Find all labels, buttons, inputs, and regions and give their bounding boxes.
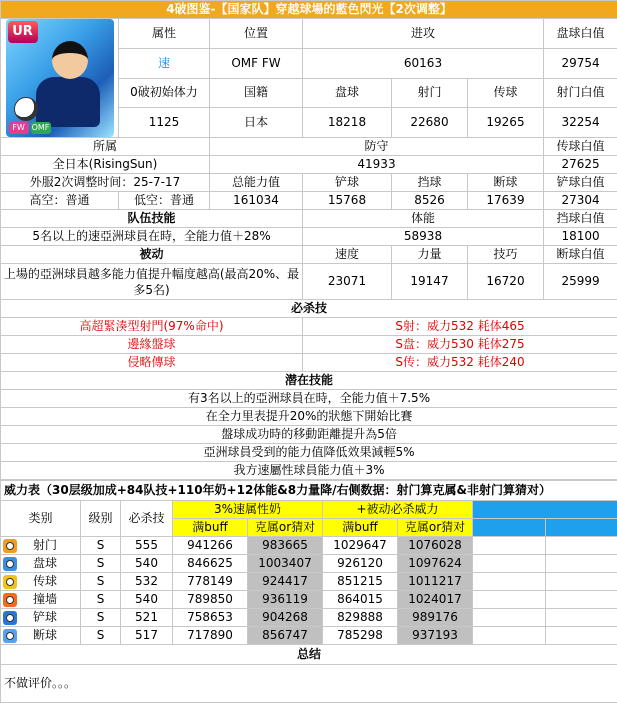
tackle-label: 铲球 (303, 174, 392, 192)
empty-cell (473, 609, 546, 627)
tackle-white-value: 27304 (544, 192, 617, 210)
pass-white-value: 27625 (544, 156, 617, 174)
row-v3: 829888 (323, 609, 398, 627)
row-v4: 989176 (398, 609, 473, 627)
physical-label: 体能 (303, 210, 544, 228)
team-skill-text: 5名以上的速亞洲球員在時，全能力值＋28% (1, 228, 303, 246)
tackle-value: 15768 (303, 192, 392, 210)
defense-value: 41933 (210, 156, 544, 174)
block-white-label: 挡球白值 (544, 210, 617, 228)
physical-value: 58938 (303, 228, 544, 246)
row-v4: 1024017 (398, 591, 473, 609)
row-type: 盘球 (17, 555, 73, 572)
potential-item: 在全力里表提升20%的狀態下開始比賽 (1, 408, 617, 426)
team-value: 全日本(RisingSun) (1, 156, 210, 174)
col-level: 级别 (81, 501, 121, 537)
technique-label: 技巧 (468, 246, 544, 264)
row-power: 555 (121, 537, 173, 555)
row-power: 521 (121, 609, 173, 627)
empty-cell (473, 627, 546, 645)
page-title: 4破图鉴-【国家队】穿越球場的藍色閃光【2次调整】 (1, 1, 617, 19)
table-row (1, 591, 617, 609)
sub-counter: 克属or猜对 (398, 519, 473, 537)
table-row (1, 573, 617, 591)
power-table-title: 威力表（30层级加成+84队技+110年奶+12体能&8力量降/右侧数据：射门算克属&非射门算猜对） (1, 481, 617, 501)
power-table (0, 480, 617, 703)
row-v3: 1029647 (323, 537, 398, 555)
attack-label: 进攻 (303, 19, 544, 49)
empty-cell (473, 591, 546, 609)
row-v2: 1003407 (248, 555, 323, 573)
potential-item: 盤球成功時的移動距離提升為5倍 (1, 426, 617, 444)
row-v1: 778149 (173, 573, 248, 591)
team-label: 所属 (1, 138, 210, 156)
blue-header-cell (473, 501, 617, 519)
special-move-name: 高超緊湊型射門(97%命中) (1, 318, 303, 336)
tackle-icon (3, 611, 17, 625)
row-v3: 851215 (323, 573, 398, 591)
server-adjust-date: 外服2次调整时间：25-7-17 (1, 174, 210, 192)
summary-header: 总结 (1, 645, 617, 665)
player-card-image (6, 19, 114, 137)
row-power: 532 (121, 573, 173, 591)
nation-value: 日本 (210, 108, 303, 138)
block-icon (3, 629, 17, 643)
row-type: 射门 (17, 537, 73, 554)
shoot-icon (3, 539, 17, 553)
row-v3: 926120 (323, 555, 398, 573)
row-v3: 864015 (323, 591, 398, 609)
stamina-value: 1125 (119, 108, 210, 138)
row-v2: 924417 (248, 573, 323, 591)
row-level: S (81, 609, 121, 627)
fw-badge: FW (9, 122, 29, 134)
pass-icon (3, 575, 17, 589)
position-value: OMF FW (210, 48, 303, 78)
sub-full-buff: 满buff (323, 519, 398, 537)
row-v1: 846625 (173, 555, 248, 573)
sub-counter: 克属or猜对 (248, 519, 323, 537)
empty-cell (546, 627, 617, 645)
rarity-badge: UR (8, 21, 38, 43)
passive-label: 被动 (1, 246, 303, 264)
row-v1: 758653 (173, 609, 248, 627)
passive-text: 上場的亞洲球員越多能力值提升幅度越高(最高20%、最多5名) (1, 264, 303, 300)
attr-label: 属性 (119, 19, 210, 49)
dribble-icon (3, 557, 17, 571)
special-move-stat: S盘：威力530 耗体275 (303, 336, 617, 354)
table-row (1, 555, 617, 573)
potential-item: 有3名以上的亞洲球員在時，全能力值＋7.5% (1, 390, 617, 408)
potential-header: 潜在技能 (1, 372, 617, 390)
power-label: 力量 (392, 246, 468, 264)
intercept-white-label: 断球白值 (544, 246, 617, 264)
potential-item: 我方速屬性球員能力值＋3% (1, 462, 617, 480)
technique-value: 16720 (468, 264, 544, 300)
stamina-label: 0破初始体力 (119, 78, 210, 108)
dribble-label: 盘球 (303, 78, 392, 108)
total-label: 总能力值 (210, 174, 303, 192)
pass-white-label: 传球白值 (544, 138, 617, 156)
shoot-white-value: 32254 (544, 108, 617, 138)
table-row (1, 537, 617, 555)
row-v2: 936119 (248, 591, 323, 609)
special-move-name: 侵略傳球 (1, 354, 303, 372)
intercept-value: 17639 (468, 192, 544, 210)
special-move-name: 邊緣盤球 (1, 336, 303, 354)
empty-cell (546, 573, 617, 591)
high-ball-label: 高空：普通 (1, 192, 119, 210)
special-header: 必杀技 (1, 300, 617, 318)
player-figure (36, 77, 100, 127)
row-v1: 717890 (173, 627, 248, 645)
row-type: 断球 (17, 627, 73, 644)
empty-cell (546, 555, 617, 573)
tackle-white-label: 铲球白值 (544, 174, 617, 192)
shoot-label: 射门 (392, 78, 468, 108)
table-row (1, 609, 617, 627)
col-special: 必杀技 (121, 501, 173, 537)
shoot-white-label: 射门白值 (544, 78, 617, 108)
block-white-value: 18100 (544, 228, 617, 246)
special-move-stat: S射：威力532 耗体465 (303, 318, 617, 336)
row-level: S (81, 555, 121, 573)
row-type: 铲球 (17, 609, 73, 626)
row-type: 撞墙 (17, 591, 73, 608)
attr-value: 速 (119, 48, 210, 78)
empty-cell (473, 537, 546, 555)
low-ball-label: 低空：普通 (119, 192, 210, 210)
card-portrait (1, 19, 119, 138)
row-power: 540 (121, 591, 173, 609)
row-power: 540 (121, 555, 173, 573)
wall-icon (3, 593, 17, 607)
row-power: 517 (121, 627, 173, 645)
row-v4: 937193 (398, 627, 473, 645)
row-type: 传球 (17, 573, 73, 590)
row-v4: 1097624 (398, 555, 473, 573)
attack-value: 60163 (303, 48, 544, 78)
row-level: S (81, 591, 121, 609)
player-head (52, 41, 88, 79)
shoot-value: 22680 (392, 108, 468, 138)
empty-cell (473, 573, 546, 591)
row-level: S (81, 537, 121, 555)
row-v2: 904268 (248, 609, 323, 627)
row-v1: 941266 (173, 537, 248, 555)
empty-cell (546, 591, 617, 609)
empty-cell (546, 609, 617, 627)
block-label: 挡球 (392, 174, 468, 192)
dribble-white-label: 盘球白值 (544, 19, 617, 49)
block-value: 8526 (392, 192, 468, 210)
row-v2: 856747 (248, 627, 323, 645)
soccer-ball-icon (14, 97, 38, 121)
row-v3: 785298 (323, 627, 398, 645)
intercept-white-value: 25999 (544, 264, 617, 300)
dribble-white-value: 29754 (544, 48, 617, 78)
potential-item: 亞洲球員受到的能力值降低效果減輕5% (1, 444, 617, 462)
table-row (1, 627, 617, 645)
position-label: 位置 (210, 19, 303, 49)
group-speed-buff: 3%速属性奶 (173, 501, 323, 519)
defense-label: 防守 (210, 138, 544, 156)
power-value: 19147 (392, 264, 468, 300)
summary-text: 不做评价。。。 (1, 665, 617, 703)
col-type: 类别 (1, 501, 81, 537)
sub-full-buff: 满buff (173, 519, 248, 537)
row-level: S (81, 573, 121, 591)
nation-label: 国籍 (210, 78, 303, 108)
total-value: 161034 (210, 192, 303, 210)
row-v4: 1076028 (398, 537, 473, 555)
intercept-label: 断球 (468, 174, 544, 192)
row-v4: 1011217 (398, 573, 473, 591)
blue-header-cell (546, 519, 617, 537)
row-level: S (81, 627, 121, 645)
omf-badge: OMF (31, 122, 51, 134)
empty-cell (546, 537, 617, 555)
row-v1: 789850 (173, 591, 248, 609)
team-skill-label: 队伍技能 (1, 210, 303, 228)
speed-value: 23071 (303, 264, 392, 300)
pass-label: 传球 (468, 78, 544, 108)
speed-label: 速度 (303, 246, 392, 264)
blue-header-cell (473, 519, 546, 537)
special-move-stat: S传：威力532 耗体240 (303, 354, 617, 372)
row-v2: 983665 (248, 537, 323, 555)
empty-cell (473, 555, 546, 573)
pass-value: 19265 (468, 108, 544, 138)
dribble-value: 18218 (303, 108, 392, 138)
group-passive-power: +被动必杀威力 (323, 501, 473, 519)
